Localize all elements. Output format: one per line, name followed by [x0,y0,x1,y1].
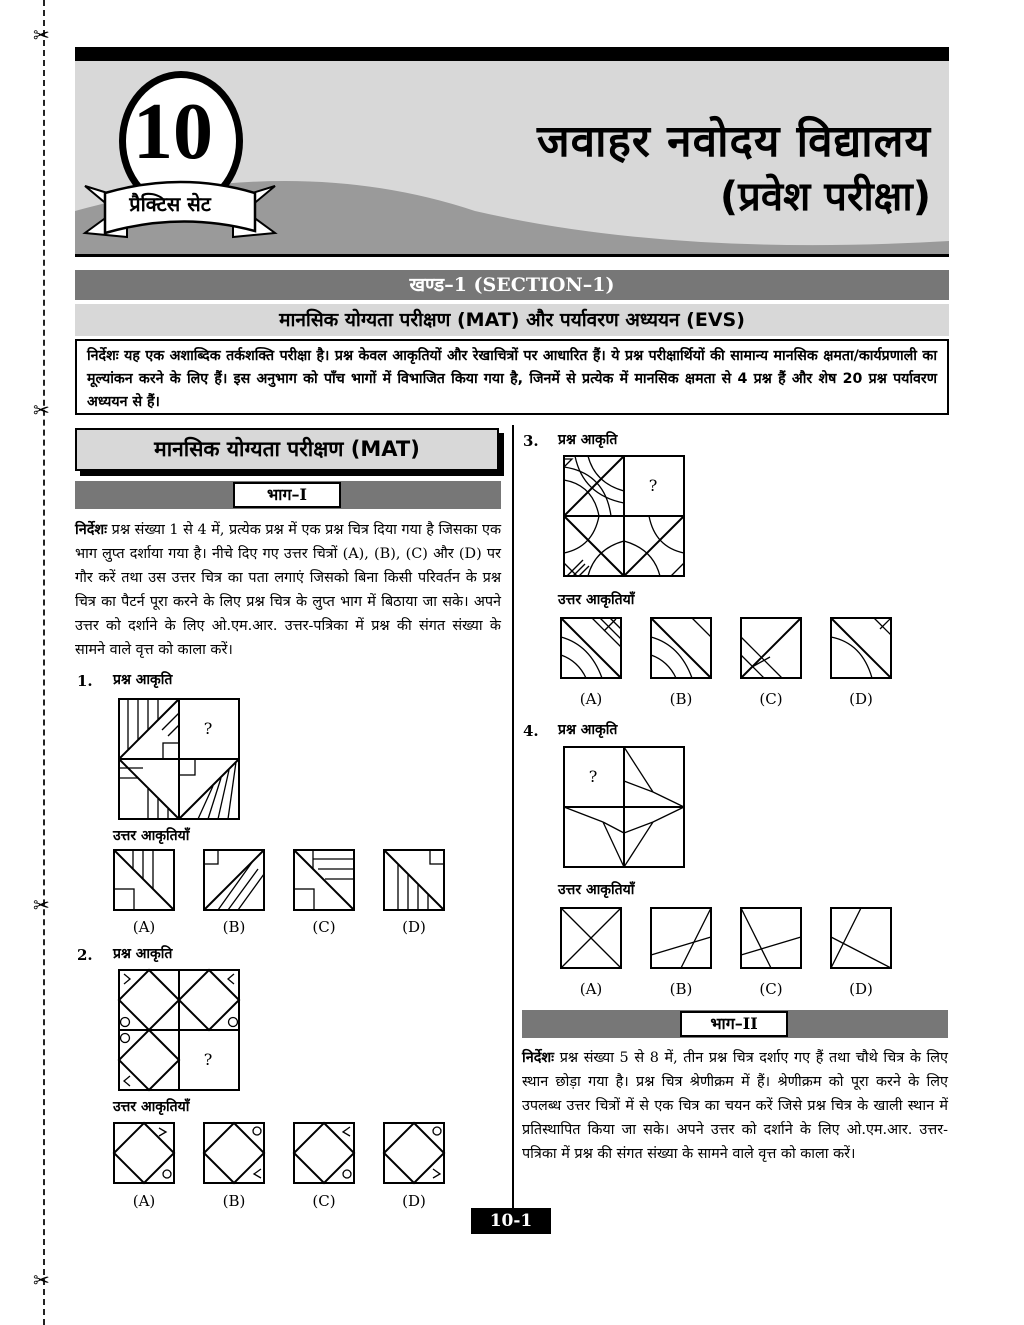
part2-label: भाग–II [680,1011,788,1037]
q3-question-figure [563,455,685,577]
option-label: (A) [132,918,156,936]
q4-option-d[interactable] [830,907,892,969]
cut-line [43,0,45,1325]
part1-bar [75,481,501,509]
question-figure-label: प्रश्न आकृति [113,946,173,962]
question-figure-label: प्रश्न आकृति [558,432,618,448]
answer-figures-label: उत्तर आकृतियाँ [558,592,635,608]
q2-option-d[interactable] [383,1122,445,1184]
q1-option-c[interactable] [293,849,355,911]
q4-question-figure [563,746,685,868]
scissors-icon: ✂ [33,893,50,917]
q2-option-b[interactable] [203,1122,265,1184]
missing-mark: ? [203,719,213,738]
question-figure-label: प्रश्न आकृति [113,672,173,688]
q2-option-c[interactable] [293,1122,355,1184]
q1-option-b[interactable] [203,849,265,911]
q3-option-a[interactable] [560,617,622,679]
option-label: (C) [312,1192,336,1210]
answer-figures-label: उत्तर आकृतियाँ [558,882,635,898]
section-bar: खण्ड–1 (SECTION–1) [75,270,949,300]
option-label: (B) [669,690,693,708]
option-label: (A) [132,1192,156,1210]
part2-directions [522,1046,948,1166]
part1-directions [75,518,501,662]
answer-figures-label: उत्तर आकृतियाँ [113,828,190,844]
option-label: (B) [669,980,693,998]
option-label: (B) [222,1192,246,1210]
q3-option-b[interactable] [650,617,712,679]
q1-option-d[interactable] [383,849,445,911]
option-label: (D) [849,690,873,708]
option-label: (C) [312,918,336,936]
question-figure-label: प्रश्न आकृति [558,722,618,738]
directions-text: प्रश्न संख्या 5 से 8 में, तीन प्रश्न चित्र दर्शाए गए हैं तथा चौथे चित्र के लिए स्थान छोड़ा गया है। प्रश्न चित्र श्रेणीक्रम में हैं। श्रेणीक्रम को पूरा करने के लिए उपलब्ध उत्तर चित्रों में से एक चित्र का चयन करें जिसे प्रश्न चित्र के खाली स्थान में प्रतिस्थापित किया जा सके। अपने उत्तर को दर्शाने के लिए ओ.एम.आर. उत्तर-पत्रिका में प्रश्न की संगत संख्या के सामने वाले वृत्त को काला करें। [522,1050,948,1162]
q2-question-figure [118,969,240,1091]
option-label: (C) [759,980,783,998]
part1-label: भाग–I [233,482,341,508]
q3-option-c[interactable] [740,617,802,679]
option-label: (C) [759,690,783,708]
directions-lead: निर्देशः [522,1049,555,1066]
part2-bar [522,1010,948,1038]
column-divider [512,425,514,1210]
q4-option-c[interactable] [740,907,802,969]
option-label: (D) [402,1192,426,1210]
directions-lead: निर्देशः [75,521,108,538]
q3-option-d[interactable] [830,617,892,679]
section-directions: निर्देशः यह एक अशाब्दिक तर्कशक्ति परीक्षा है। प्रश्न केवल आकृतियों और रेखाचित्रों पर आधारित हैं। ये प्रश्न परीक्षार्थियों की सामान्य मानसिक क्षमता/कार्यप्रणाली का मूल्यांकन करने के लिए हैं। इस अनुभाग को पाँच भागों में विभाजित किया गया है, जिनमें से प्रत्येक में मानसिक क्षमता से 4 प्रश्न हैं और शेष 20 प्रश्न पर्यावरण अध्ययन से हैं। [75,339,949,415]
option-label: (D) [402,918,426,936]
page-title: जवाहर नवोदय विद्यालय [537,116,931,167]
directions-text: प्रश्न संख्या 1 से 4 में, प्रत्येक प्रश्न में एक प्रश्न चित्र दिया गया है जिसका एक भाग लुप्त दर्शाया गया है। नीचे दिए गए उत्तर चित्रों (A), (B), (C) और (D) पर गौर करें तथा उस उत्तर चित्र का पता लगाएं जिसको बिना किसी परिवर्तन के प्रश्न चित्र का पैटर्न पूरा करने के लिए प्रश्न चित्र के लुप्त भाग में बिठाया जा सके। अपने उत्तर को दर्शाने के लिए ओ.एम.आर. उत्तर-पत्रिका में प्रश्न की संगत संख्या के सामने वाले वृत्त को काला करें। [75,522,501,658]
option-label: (A) [579,980,603,998]
scissors-icon: ✂ [33,23,50,47]
q4-option-b[interactable] [650,907,712,969]
q1-option-a[interactable] [113,849,175,911]
scissors-icon: ✂ [33,398,50,422]
option-label: (A) [579,690,603,708]
scissors-icon: ✂ [33,1268,50,1292]
section-subtitle: मानसिक योग्यता परीक्षण (MAT) और पर्यावरण अध्ययन (EVS) [75,304,949,336]
q1-question-figure [118,698,240,820]
missing-mark: ? [588,767,598,786]
page-number: 10-1 [471,1208,551,1234]
question-number: 4. [523,722,539,740]
q4-option-a[interactable] [560,907,622,969]
question-number: 3. [523,432,539,450]
answer-figures-label: उत्तर आकृतियाँ [113,1099,190,1115]
question-number: 1. [77,672,93,690]
q2-option-a[interactable] [113,1122,175,1184]
question-number: 2. [77,946,93,964]
page-subtitle: (प्रवेश परीक्षा) [719,174,931,220]
missing-mark: ? [648,476,658,495]
option-label: (D) [849,980,873,998]
mat-heading: मानसिक योग्यता परीक्षण (MAT) [75,428,499,471]
option-label: (B) [222,918,246,936]
practice-set-number: 10 [133,88,213,176]
missing-mark: ? [203,1050,213,1069]
practice-set-label: प्रैक्टिस सेट [129,192,211,216]
